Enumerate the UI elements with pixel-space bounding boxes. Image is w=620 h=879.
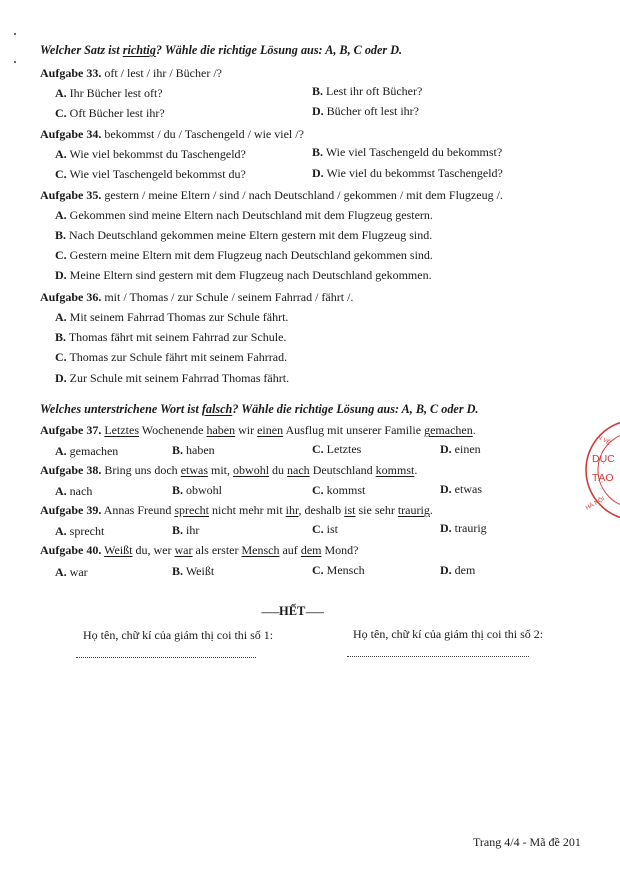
q34-option-c: C. Wie viel Taschengeld bekommst du?: [55, 167, 246, 181]
page-footer: Trang 4/4 - Mã đề 201: [473, 835, 581, 849]
question-38: Aufgabe 38. Bring uns doch etwas mit, obwohl du nach Deutschland kommst.: [40, 463, 418, 477]
question-label: Aufgabe 36.: [40, 290, 102, 304]
question-prompt: mit / Thomas / zur Schule / seinem Fahrrad / fährt /.: [104, 290, 354, 304]
question-label: Aufgabe 33.: [40, 66, 102, 80]
q37-option-d: D. einen: [440, 442, 481, 456]
proctor-1-signature-label: Họ tên, chữ kí của giám thị coi thi số 1:: [83, 628, 274, 642]
q33-option-d: D. Bücher oft lest ihr?: [312, 104, 419, 118]
q39-option-d: D. traurig: [440, 521, 487, 535]
q33-option-a: A. Ihr Bücher lest oft?: [55, 86, 163, 100]
question-prompt: oft / lest / ihr / Bücher /?: [104, 66, 222, 80]
question-prompt: gestern / meine Eltern / sind / nach Deutschland / gekommen / mit dem Flugzeug /.: [104, 188, 503, 202]
question-36: [40, 291, 353, 303]
question-39: Aufgabe 39. Annas Freund sprecht nicht mehr mit ihr, deshalb ist sie sehr traurig.: [40, 503, 433, 517]
section1-instruction: Welcher Satz ist richtig? Wähle die richtige Lösung aus: A, B, C oder D.: [40, 43, 403, 57]
instruction-underlined-word: falsch: [201, 402, 233, 416]
question-label: Aufgabe 37.: [40, 423, 102, 437]
q36-option-c: C. Thomas zur Schule fährt mit seinem Fahrrad.: [55, 350, 288, 364]
q40-option-d: D. dem: [440, 563, 476, 577]
q37-option-c: C. Letztes: [312, 442, 362, 456]
q37-option-b: B. haben: [172, 443, 215, 457]
q35-option-a: A. Gekommen sind meine Eltern nach Deutschland mit dem Flugzeug gestern.: [55, 208, 433, 222]
q38-option-a: A. nach: [55, 484, 93, 498]
q35-option-d: D. Meine Eltern sind gestern mit dem Flugzeug nach Deutschland gekommen.: [55, 268, 432, 282]
q40-option-b: B. Weißt: [172, 564, 215, 578]
stamp-text-1: DỤC: [592, 453, 615, 465]
end-marker: ---------HẾT---------: [261, 604, 324, 618]
stamp-arc-top: N VỆ: [596, 434, 612, 447]
stamp-text-2: TẠO: [592, 472, 614, 484]
q36-option-a: A. Mit seinem Fahrrad Thomas zur Schule fährt.: [55, 310, 289, 324]
q40-option-a: A. war: [55, 565, 88, 579]
proctor-2-signature-label: Họ tên, chữ kí của giám thị coi thi số 2:: [353, 627, 544, 641]
proctor-1-signature-line: [76, 657, 256, 658]
q35-option-c: C. Gestern meine Eltern mit dem Flugzeug nach Deutschland gekommen sind.: [55, 248, 433, 262]
question-37: Aufgabe 37. Letztes Wochenende haben wir einen Ausflug mit unserer Familie gemachen.: [40, 423, 476, 437]
q38-option-c: C. kommst: [312, 483, 366, 497]
q35-option-b: B. Nach Deutschland gekommen meine Eltern gestern mit dem Flugzeug sind.: [55, 228, 433, 242]
official-stamp: [580, 418, 620, 522]
question-label: Aufgabe 39.: [40, 503, 102, 517]
q37-option-a: A. gemachen: [55, 444, 119, 458]
question-34: [40, 128, 304, 140]
proctor-2-signature-line: [347, 656, 529, 657]
q40-option-c: C. Mensch: [312, 563, 365, 577]
q34-option-b: B. Wie viel Taschengeld du bekommst?: [312, 145, 503, 159]
q39-option-a: A. sprecht: [55, 524, 105, 538]
q33-option-b: B. Lest ihr oft Bücher?: [312, 84, 423, 98]
section2-instruction: Welches unterstrichene Wort ist falsch? Wähle die richtige Lösung aus: A, B, C oder D.: [40, 402, 479, 416]
q38-option-d: D. etwas: [440, 482, 482, 496]
question-label: Aufgabe 40.: [40, 543, 102, 557]
question-label: Aufgabe 34.: [40, 127, 102, 141]
question-33: [40, 67, 222, 79]
q34-option-a: A. Wie viel bekommst du Taschengeld?: [55, 147, 246, 161]
scan-speck: [14, 33, 16, 35]
q36-option-b: B. Thomas fährt mit seinem Fahrrad zur Schule.: [55, 330, 287, 344]
scan-speck: [14, 61, 16, 63]
q36-option-d: D. Zur Schule mit seinem Fahrrad Thomas fährt.: [55, 371, 290, 385]
q33-option-c: C. Oft Bücher lest ihr?: [55, 106, 165, 120]
q34-option-d: D. Wie viel du bekommst Taschengeld?: [312, 166, 503, 180]
question-label: Aufgabe 38.: [40, 463, 102, 477]
q39-option-c: C. ist: [312, 522, 339, 536]
instruction-underlined-word: richtig: [122, 43, 156, 57]
question-40: Aufgabe 40. Weißt du, wer war als erster Mensch auf dem Mond?: [40, 543, 359, 557]
question-label: Aufgabe 35.: [40, 188, 102, 202]
q38-option-b: B. obwohl: [172, 483, 223, 497]
stamp-arc-bottom: HÀ NỘI: [585, 496, 606, 512]
question-prompt: bekommst / du / Taschengeld / wie viel /?: [104, 127, 304, 141]
question-35: [40, 189, 503, 201]
q39-option-b: B. ihr: [172, 523, 200, 537]
